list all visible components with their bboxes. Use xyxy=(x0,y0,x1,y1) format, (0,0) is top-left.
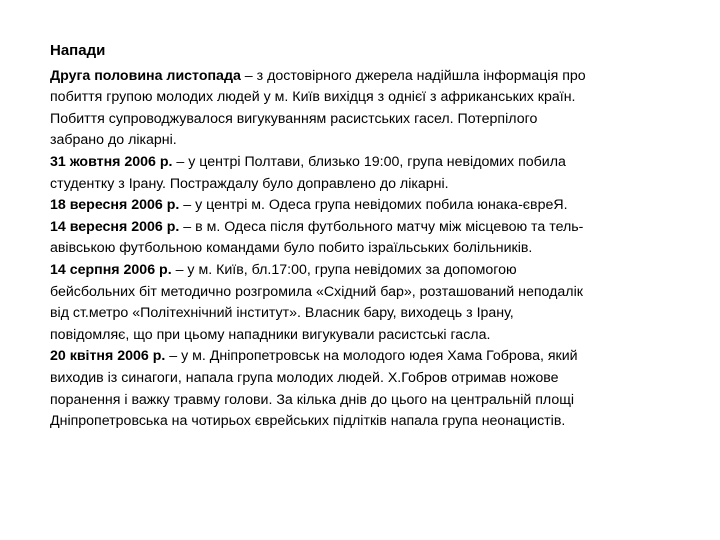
text-line xyxy=(50,217,680,239)
date-label: 20 квітня 2006 р. xyxy=(50,348,166,365)
page-title: Напади xyxy=(50,42,106,59)
text-line xyxy=(50,130,680,152)
line-text: студентку з Ірану. Постраждалу було доправлено до лікарні. xyxy=(50,175,449,192)
text-content xyxy=(50,40,680,433)
line-text: поранення і важку травму голови. За кілька днів до цього на центральній площі xyxy=(50,391,575,408)
date-label: 18 вересня 2006 р. xyxy=(50,197,180,214)
text-line xyxy=(50,390,680,412)
line-text: – у центрі м. Одеса група невідомих побила юнака-євреЯ. xyxy=(179,197,568,214)
line-text: Дніпропетровська на чотирьох єврейських підлітків напала група неонацистів. xyxy=(50,413,566,430)
line-text: від ст.метро «Політехнічний інститут». Власник бару, виходець з Ірану, xyxy=(50,305,514,322)
attacks-list xyxy=(50,66,680,433)
line-text: – в м. Одеса після футбольного матчу між місцевою та тель- xyxy=(179,218,584,235)
text-line xyxy=(50,87,680,109)
line-text: забрано до лікарні. xyxy=(50,132,177,149)
text-line xyxy=(50,66,680,88)
text-line xyxy=(50,346,680,368)
line-text: бейсбольних біт методично розгромила «Східний бар», розташований неподалік xyxy=(50,283,583,300)
line-text: – з достовірного джерела надійшла інформація про xyxy=(240,67,586,84)
text-line xyxy=(50,368,680,390)
line-text: – у м. Київ, бл.17:00, група невідомих за допомогою xyxy=(171,261,517,278)
text-line xyxy=(50,174,680,196)
line-text: – у м. Дніпропетровськ на молодого юдея Хама Гоброва, який xyxy=(165,348,578,365)
line-text: авівською футбольною командами було побито ізраїльських болільників. xyxy=(50,240,533,257)
line-text: побиття групою молодих людей у м. Київ вихідця з однієї з африканських країн. xyxy=(50,89,576,106)
date-label: 14 вересня 2006 р. xyxy=(50,218,180,235)
line-text: Побиття супроводжувалося вигукуванням расистських гасел. Потерпілого xyxy=(50,110,538,127)
text-line xyxy=(50,195,680,217)
date-label: Друга половина листопада xyxy=(50,67,241,84)
date-label: 14 серпня 2006 р. xyxy=(50,261,172,278)
text-line xyxy=(50,282,680,304)
line-text: виходив із синагоги, напала група молодих людей. Х.Гобров отримав ножове xyxy=(50,369,559,386)
text-line xyxy=(50,109,680,131)
text-line xyxy=(50,325,680,347)
text-line xyxy=(50,260,680,282)
text-line xyxy=(50,303,680,325)
text-line xyxy=(50,238,680,260)
text-line xyxy=(50,411,680,433)
date-label: 31 жовтня 2006 р. xyxy=(50,153,173,170)
line-text: повідомляє, що при цьому нападники вигукували расистські гасла. xyxy=(50,326,491,343)
line-text: – у центрі Полтави, близько 19:00, група невідомих побила xyxy=(172,153,566,170)
text-line xyxy=(50,152,680,174)
